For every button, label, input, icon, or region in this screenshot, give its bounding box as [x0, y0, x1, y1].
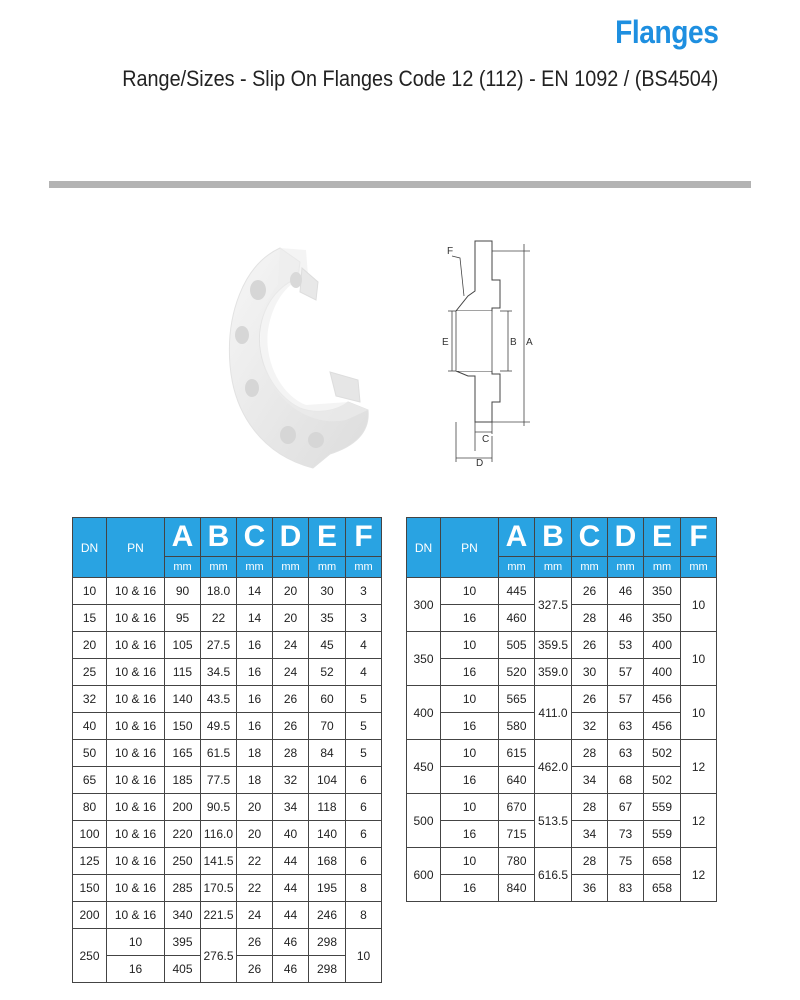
brand-title: Flanges: [614, 14, 718, 50]
cell-dn: 450: [407, 740, 441, 794]
unit-a: mm: [165, 557, 201, 578]
table-row: [407, 794, 717, 821]
cell-e: 658: [644, 848, 681, 875]
cell-d: 20: [273, 605, 309, 632]
cell-f: 6: [346, 794, 382, 821]
unit-d: mm: [608, 557, 644, 578]
table-row: [73, 821, 382, 848]
header-f: F: [346, 518, 382, 557]
cell-dn: 65: [73, 767, 107, 794]
cell-c: 16: [237, 713, 273, 740]
cell-a: 460: [499, 605, 535, 632]
cell-dn: 80: [73, 794, 107, 821]
table-row: [73, 794, 382, 821]
cell-pn: 10: [441, 740, 499, 767]
label-e: E: [442, 337, 449, 348]
cell-f: 6: [346, 848, 382, 875]
table-row: [73, 740, 382, 767]
cell-d: 57: [608, 686, 644, 713]
unit-e: mm: [644, 557, 681, 578]
cell-d: 68: [608, 767, 644, 794]
cell-f: 8: [346, 875, 382, 902]
cell-b: 327.5: [535, 578, 572, 632]
cell-dn: 250: [73, 929, 107, 983]
cell-c: 20: [237, 794, 273, 821]
cell-a: 405: [165, 956, 201, 983]
cell-a: 520: [499, 659, 535, 686]
cell-a: 185: [165, 767, 201, 794]
table-row: [407, 632, 717, 659]
cell-pn: 10 & 16: [107, 875, 165, 902]
cell-e: 104: [309, 767, 346, 794]
cell-f: 10: [681, 686, 717, 740]
cell-b: 221.5: [201, 902, 237, 929]
cell-f: 10: [346, 929, 382, 983]
cell-b: 359.0: [535, 659, 572, 686]
cell-a: 670: [499, 794, 535, 821]
cell-d: 34: [273, 794, 309, 821]
cell-d: 46: [273, 956, 309, 983]
table-row: [73, 578, 382, 605]
cell-dn: 40: [73, 713, 107, 740]
divider: [49, 181, 751, 188]
cell-e: 118: [309, 794, 346, 821]
cell-c: 28: [572, 740, 608, 767]
cell-e: 70: [309, 713, 346, 740]
cell-e: 502: [644, 740, 681, 767]
cell-a: 115: [165, 659, 201, 686]
cell-c: 14: [237, 605, 273, 632]
cell-b: 616.5: [535, 848, 572, 902]
cell-a: 395: [165, 929, 201, 956]
header-b: B: [535, 518, 572, 557]
cell-c: 28: [572, 794, 608, 821]
cell-e: 168: [309, 848, 346, 875]
cell-e: 350: [644, 605, 681, 632]
cell-d: 53: [608, 632, 644, 659]
cell-d: 40: [273, 821, 309, 848]
table-row: [407, 659, 717, 686]
cell-dn: 125: [73, 848, 107, 875]
cell-e: 400: [644, 632, 681, 659]
cell-e: 45: [309, 632, 346, 659]
cell-c: 26: [572, 686, 608, 713]
unit-b: mm: [535, 557, 572, 578]
cell-c: 36: [572, 875, 608, 902]
cell-c: 20: [237, 821, 273, 848]
cell-a: 640: [499, 767, 535, 794]
cell-dn: 400: [407, 686, 441, 740]
table-row: [73, 686, 382, 713]
cell-e: 400: [644, 659, 681, 686]
cell-f: 12: [681, 740, 717, 794]
cell-e: 30: [309, 578, 346, 605]
cell-b: 90.5: [201, 794, 237, 821]
table-row: [407, 848, 717, 875]
cell-d: 46: [273, 929, 309, 956]
page-subtitle: Range/Sizes - Slip On Flanges Code 12 (112) - EN 1092 / (BS4504): [121, 66, 718, 91]
cell-pn: 16: [441, 767, 499, 794]
cell-e: 35: [309, 605, 346, 632]
table-row: [73, 659, 382, 686]
unit-d: mm: [273, 557, 309, 578]
dimension-table-left: [72, 517, 382, 983]
cell-dn: 50: [73, 740, 107, 767]
label-a: A: [526, 337, 533, 348]
cell-c: 28: [572, 605, 608, 632]
cell-f: 8: [346, 902, 382, 929]
cell-f: 12: [681, 848, 717, 902]
cell-c: 16: [237, 686, 273, 713]
cell-d: 32: [273, 767, 309, 794]
cell-b: 22: [201, 605, 237, 632]
cell-c: 14: [237, 578, 273, 605]
cell-d: 46: [608, 605, 644, 632]
cell-a: 165: [165, 740, 201, 767]
cell-pn: 10 & 16: [107, 794, 165, 821]
cell-a: 250: [165, 848, 201, 875]
cell-pn: 10 & 16: [107, 605, 165, 632]
cell-pn: 10: [441, 632, 499, 659]
cell-e: 246: [309, 902, 346, 929]
dimension-table-right: [406, 517, 717, 902]
cell-pn: 16: [441, 605, 499, 632]
cell-d: 28: [273, 740, 309, 767]
table-row: [407, 686, 717, 713]
cell-a: 150: [165, 713, 201, 740]
cell-b: 276.5: [201, 929, 237, 983]
cell-pn: 10 & 16: [107, 659, 165, 686]
cell-c: 28: [572, 848, 608, 875]
cell-a: 200: [165, 794, 201, 821]
cell-dn: 200: [73, 902, 107, 929]
cell-d: 46: [608, 578, 644, 605]
cell-c: 16: [237, 659, 273, 686]
cell-e: 502: [644, 767, 681, 794]
table-row: [73, 929, 382, 956]
table-row: [73, 713, 382, 740]
cell-c: 18: [237, 767, 273, 794]
cell-b: 462.0: [535, 740, 572, 794]
unit-f: mm: [346, 557, 382, 578]
cell-f: 4: [346, 659, 382, 686]
cell-pn: 10 & 16: [107, 821, 165, 848]
unit-f: mm: [681, 557, 717, 578]
unit-b: mm: [201, 557, 237, 578]
cell-a: 95: [165, 605, 201, 632]
cell-e: 195: [309, 875, 346, 902]
cell-f: 10: [681, 578, 717, 632]
table-row: [73, 605, 382, 632]
label-c: C: [482, 434, 490, 445]
cell-a: 505: [499, 632, 535, 659]
cell-pn: 16: [107, 956, 165, 983]
table-row: [73, 767, 382, 794]
table-row: [407, 578, 717, 605]
cell-pn: 10: [441, 578, 499, 605]
cell-dn: 300: [407, 578, 441, 632]
cell-a: 565: [499, 686, 535, 713]
cell-d: 57: [608, 659, 644, 686]
cell-c: 34: [572, 821, 608, 848]
cell-a: 840: [499, 875, 535, 902]
cell-f: 3: [346, 578, 382, 605]
cell-b: 77.5: [201, 767, 237, 794]
cell-b: 18.0: [201, 578, 237, 605]
cell-b: 411.0: [535, 686, 572, 740]
header-pn: PN: [441, 518, 499, 578]
cell-pn: 10 & 16: [107, 848, 165, 875]
cell-a: 140: [165, 686, 201, 713]
cell-c: 24: [237, 902, 273, 929]
cell-d: 20: [273, 578, 309, 605]
header-b: B: [201, 518, 237, 557]
cell-e: 559: [644, 821, 681, 848]
unit-a: mm: [499, 557, 535, 578]
table-row: [73, 632, 382, 659]
cell-dn: 100: [73, 821, 107, 848]
cell-a: 615: [499, 740, 535, 767]
cell-f: 5: [346, 686, 382, 713]
header-c: C: [572, 518, 608, 557]
cell-b: 43.5: [201, 686, 237, 713]
cell-b: 116.0: [201, 821, 237, 848]
header-dn: DN: [73, 518, 107, 578]
cell-d: 24: [273, 659, 309, 686]
cell-e: 350: [644, 578, 681, 605]
cell-a: 90: [165, 578, 201, 605]
cell-pn: 16: [441, 875, 499, 902]
cell-pn: 16: [441, 713, 499, 740]
cell-c: 26: [237, 929, 273, 956]
cell-e: 140: [309, 821, 346, 848]
cell-f: 6: [346, 821, 382, 848]
cell-d: 44: [273, 902, 309, 929]
label-d: D: [476, 458, 484, 466]
unit-c: mm: [572, 557, 608, 578]
cell-a: 340: [165, 902, 201, 929]
header-pn: PN: [107, 518, 165, 578]
cell-dn: 10: [73, 578, 107, 605]
cell-c: 34: [572, 767, 608, 794]
cell-c: 22: [237, 848, 273, 875]
cell-dn: 500: [407, 794, 441, 848]
cell-pn: 10 & 16: [107, 740, 165, 767]
cell-a: 445: [499, 578, 535, 605]
cell-d: 44: [273, 875, 309, 902]
cell-f: 10: [681, 632, 717, 686]
cell-c: 26: [572, 632, 608, 659]
cell-a: 780: [499, 848, 535, 875]
cell-d: 83: [608, 875, 644, 902]
cell-d: 44: [273, 848, 309, 875]
header-e: E: [309, 518, 346, 557]
cell-pn: 10 & 16: [107, 767, 165, 794]
cell-e: 559: [644, 794, 681, 821]
table-row: [73, 902, 382, 929]
header-a: A: [165, 518, 201, 557]
header-d: D: [273, 518, 309, 557]
table-row: [73, 848, 382, 875]
cell-pn: 16: [441, 821, 499, 848]
cell-pn: 16: [441, 659, 499, 686]
cell-pn: 10 & 16: [107, 632, 165, 659]
cell-d: 73: [608, 821, 644, 848]
cell-c: 22: [237, 875, 273, 902]
unit-c: mm: [237, 557, 273, 578]
cell-f: 5: [346, 713, 382, 740]
cell-c: 30: [572, 659, 608, 686]
label-f: F: [447, 246, 454, 257]
cell-f: 4: [346, 632, 382, 659]
unit-e: mm: [309, 557, 346, 578]
cell-d: 63: [608, 713, 644, 740]
cell-f: 5: [346, 740, 382, 767]
cell-d: 63: [608, 740, 644, 767]
cell-c: 18: [237, 740, 273, 767]
cell-pn: 10: [441, 794, 499, 821]
cell-c: 26: [237, 956, 273, 983]
cell-f: 12: [681, 794, 717, 848]
cell-e: 84: [309, 740, 346, 767]
cell-e: 60: [309, 686, 346, 713]
cell-pn: 10 & 16: [107, 902, 165, 929]
cell-f: 3: [346, 605, 382, 632]
header-a: A: [499, 518, 535, 557]
cell-d: 24: [273, 632, 309, 659]
cell-b: 49.5: [201, 713, 237, 740]
cell-pn: 10: [441, 686, 499, 713]
cell-pn: 10 & 16: [107, 578, 165, 605]
cell-e: 298: [309, 956, 346, 983]
cell-d: 26: [273, 713, 309, 740]
header-dn: DN: [407, 518, 441, 578]
cell-e: 456: [644, 713, 681, 740]
cell-a: 105: [165, 632, 201, 659]
cell-a: 285: [165, 875, 201, 902]
cell-e: 456: [644, 686, 681, 713]
cell-c: 16: [237, 632, 273, 659]
cell-b: 170.5: [201, 875, 237, 902]
cell-dn: 32: [73, 686, 107, 713]
cell-pn: 10: [441, 848, 499, 875]
cell-d: 75: [608, 848, 644, 875]
cell-b: 141.5: [201, 848, 237, 875]
flange-cross-section-diagram: [430, 236, 550, 466]
cell-dn: 150: [73, 875, 107, 902]
cell-dn: 25: [73, 659, 107, 686]
cell-b: 513.5: [535, 794, 572, 848]
cell-dn: 20: [73, 632, 107, 659]
cell-a: 580: [499, 713, 535, 740]
cell-e: 658: [644, 875, 681, 902]
cell-pn: 10: [107, 929, 165, 956]
header-d: D: [608, 518, 644, 557]
cell-e: 52: [309, 659, 346, 686]
cell-b: 34.5: [201, 659, 237, 686]
cell-a: 220: [165, 821, 201, 848]
header-e: E: [644, 518, 681, 557]
cell-f: 6: [346, 767, 382, 794]
cell-e: 298: [309, 929, 346, 956]
cell-b: 27.5: [201, 632, 237, 659]
cell-b: 61.5: [201, 740, 237, 767]
cell-b: 359.5: [535, 632, 572, 659]
cell-dn: 350: [407, 632, 441, 686]
table-row: [73, 875, 382, 902]
flange-photo: [218, 240, 388, 475]
cell-pn: 10 & 16: [107, 713, 165, 740]
table-row: [407, 740, 717, 767]
cell-a: 715: [499, 821, 535, 848]
header-c: C: [237, 518, 273, 557]
cell-dn: 600: [407, 848, 441, 902]
cell-c: 32: [572, 713, 608, 740]
label-b: B: [510, 337, 517, 348]
cell-d: 67: [608, 794, 644, 821]
cell-c: 26: [572, 578, 608, 605]
cell-d: 26: [273, 686, 309, 713]
cell-dn: 15: [73, 605, 107, 632]
cell-pn: 10 & 16: [107, 686, 165, 713]
header-f: F: [681, 518, 717, 557]
